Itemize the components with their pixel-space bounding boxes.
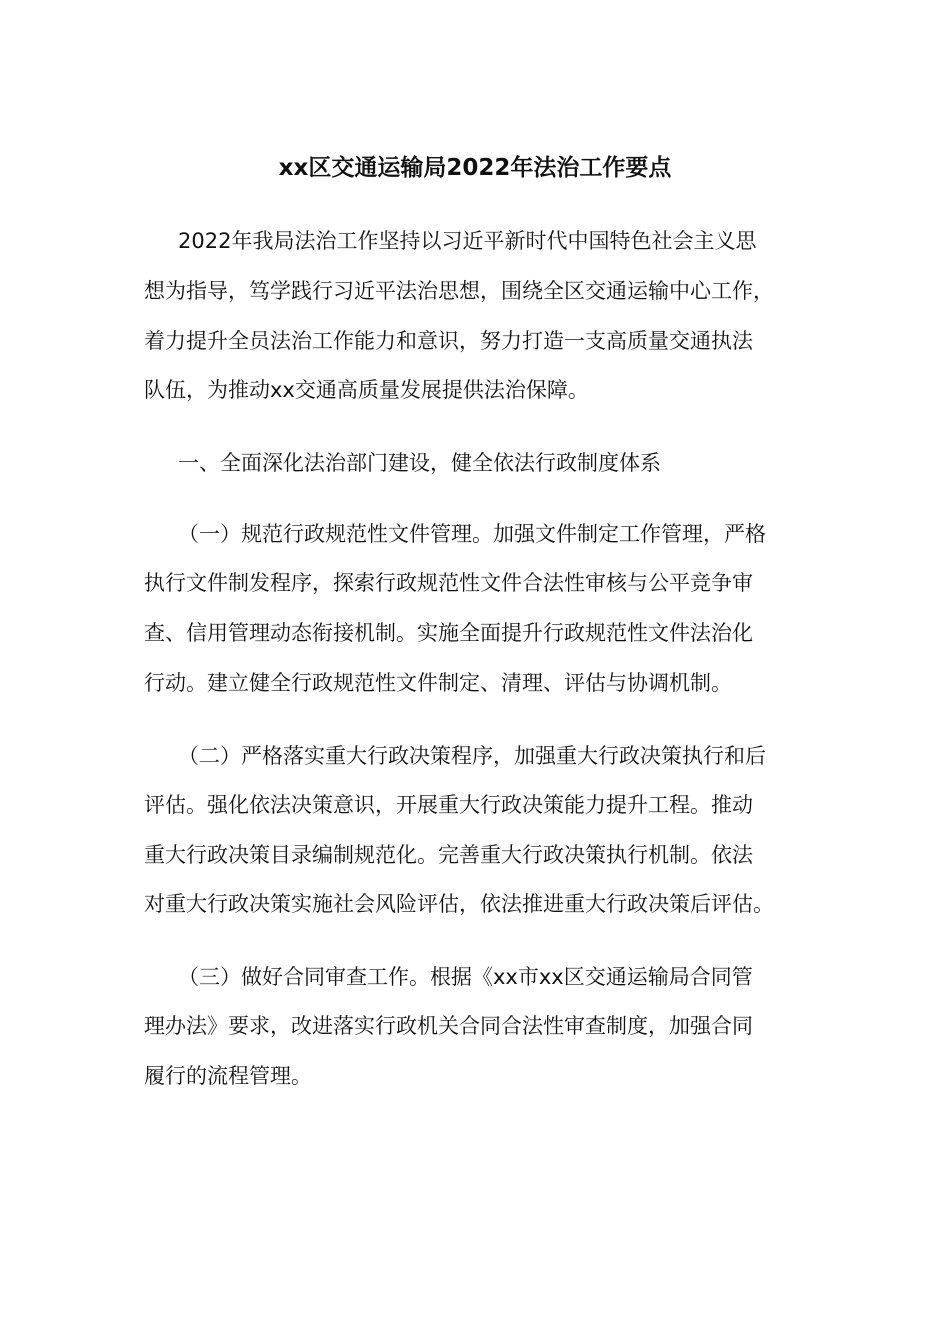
section-1-heading: 一、全面深化法治部门建设，健全依法行政制度体系 — [178, 451, 661, 475]
item-1-line-1: （一）规范行政规范性文件管理。加强文件制定工作管理，严格 — [178, 522, 766, 546]
item-3-line-3: 履行的流程管理。 — [144, 1064, 312, 1088]
item-2-line-3: 重大行政决策目录编制规范化。完善重大行政决策执行机制。依法 — [144, 843, 753, 867]
item-3-line-1: （三）做好合同审查工作。根据《xx市xx区交通运输局合同管 — [178, 965, 753, 989]
item-3-line-2: 理办法》要求，改进落实行政机关合同合法性审查制度，加强合同 — [144, 1014, 753, 1038]
item-1-line-3: 查、信用管理动态衔接机制。实施全面提升行政规范性文件法治化 — [144, 621, 753, 645]
intro-line-1: 2022年我局法治工作坚持以习近平新时代中国特色社会主义思 — [178, 229, 757, 253]
item-1-line-4: 行动。建立健全行政规范性文件制定、清理、评估与协调机制。 — [144, 671, 732, 695]
intro-line-3: 着力提升全员法治工作能力和意识，努力打造一支高质量交通执法 — [144, 329, 753, 353]
item-2-line-1: （二）严格落实重大行政决策程序，加强重大行政决策执行和后 — [178, 744, 766, 768]
intro-line-2: 想为指导，笃学践行习近平法治思想，围绕全区交通运输中心工作， — [144, 279, 774, 303]
item-2-line-2: 评估。强化依法决策意识，开展重大行政决策能力提升工程。推动 — [144, 793, 753, 817]
document-title: xx区交通运输局2022年法治工作要点 — [278, 155, 672, 181]
item-2-line-4: 对重大行政决策实施社会风险评估，依法推进重大行政决策后评估。 — [144, 892, 774, 916]
item-1-line-2: 执行文件制发程序，探索行政规范性文件合法性审核与公平竞争审 — [144, 571, 753, 595]
intro-line-4: 队伍，为推动xx交通高质量发展提供法治保障。 — [144, 378, 589, 402]
